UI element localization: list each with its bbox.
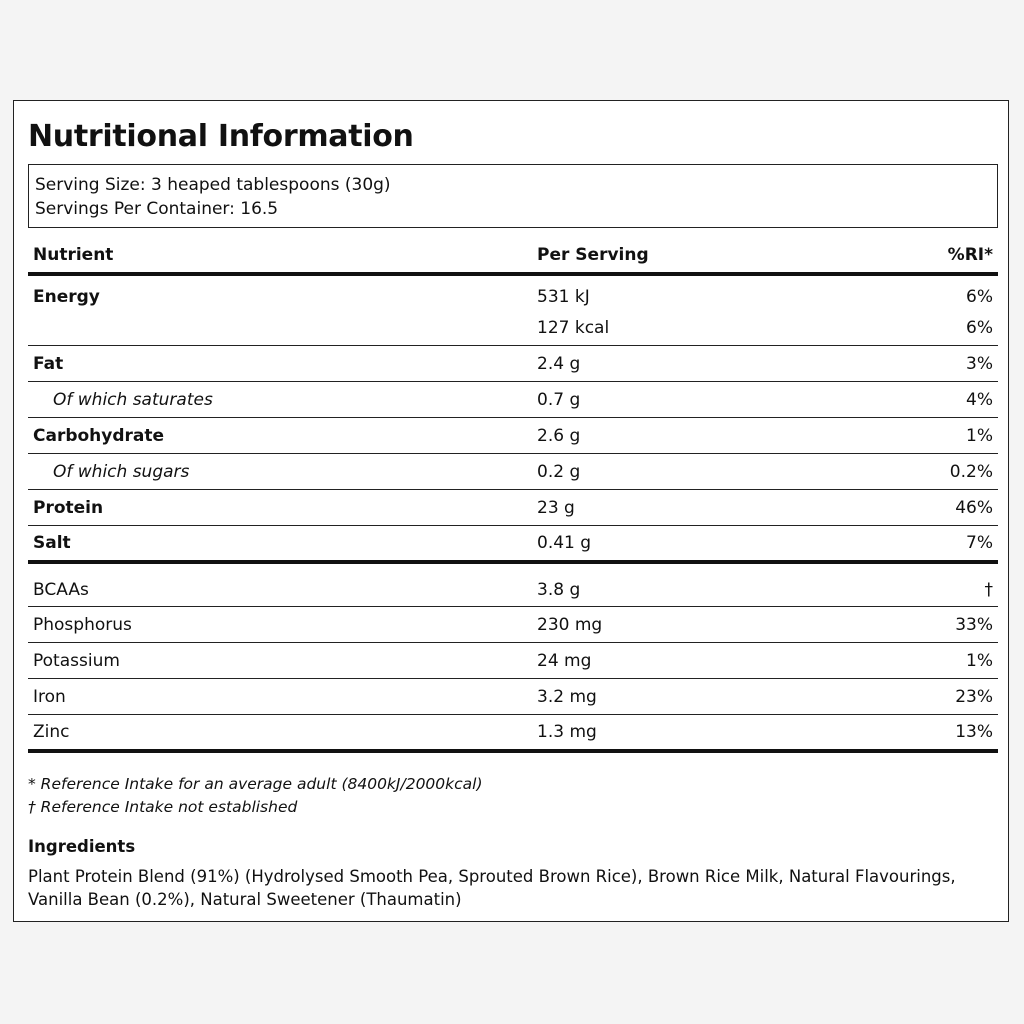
nutrient-name: Salt (33, 533, 71, 553)
ri-value: 46% (955, 497, 993, 518)
servings-per-container: Servings Per Container: 16.5 (35, 199, 279, 219)
header-per-serving: Per Serving (537, 244, 649, 265)
ri-value: 1% (966, 650, 993, 671)
per-serving-value: 3.8 g (537, 580, 581, 600)
table-row-phosphorus (28, 607, 998, 643)
serving-size: Serving Size: 3 heaped tablespoons (30g) (35, 175, 391, 195)
per-serving-value: 23 g (537, 497, 575, 518)
table-row-salt (28, 526, 998, 564)
nutrition-panel (13, 100, 1009, 922)
per-serving-value: 2.4 g (537, 353, 581, 374)
ri-value: 6% (966, 318, 993, 338)
ri-value: 33% (955, 614, 993, 635)
table-row-saturates (28, 382, 998, 418)
table-row-sugars (28, 454, 998, 490)
table-row-iron (28, 679, 998, 715)
table-row-zinc (28, 715, 998, 753)
table-row-protein (28, 490, 998, 526)
ingredients-heading: Ingredients (28, 837, 136, 856)
nutrient-name: Iron (33, 686, 66, 707)
per-serving-value: 531 kJ (537, 287, 590, 307)
nutrient-name: Phosphorus (33, 614, 132, 635)
ri-value: 23% (955, 686, 993, 707)
per-serving-value: 127 kcal (537, 318, 610, 338)
per-serving-value: 1.3 mg (537, 722, 597, 742)
ri-value: 4% (966, 389, 993, 410)
ri-value: 3% (966, 353, 993, 374)
per-serving-value: 0.2 g (537, 461, 581, 482)
ri-value: † (984, 580, 993, 600)
ri-value: 0.2% (949, 461, 993, 482)
table-header-row (28, 237, 998, 276)
table-row-carbohydrate (28, 418, 998, 454)
per-serving-value: 230 mg (537, 614, 603, 635)
per-serving-value: 2.6 g (537, 425, 581, 446)
ingredients-list: Plant Protein Blend (91%) (Hydrolysed Smooth Pea, Sprouted Brown Rice), Brown Rice Milk, Natural Flavourings, Vanilla Bean (0.2%), Natural Sweetener (Thaumatin) (28, 867, 956, 909)
nutrient-name: Carbohydrate (33, 425, 165, 446)
table-row-energy-kcal (28, 311, 998, 346)
nutrient-name: Potassium (33, 650, 120, 671)
footnotes (28, 773, 483, 819)
per-serving-value: 0.7 g (537, 389, 581, 410)
nutrient-name: Of which sugars (53, 461, 190, 482)
nutrient-name: Of which saturates (53, 389, 213, 410)
header-nutrient: Nutrient (33, 244, 114, 265)
per-serving-value: 24 mg (537, 650, 592, 671)
nutrient-name: Fat (33, 353, 64, 374)
per-serving-value: 3.2 mg (537, 686, 597, 707)
header-ri: %RI* (947, 244, 993, 265)
per-serving-value: 0.41 g (537, 533, 592, 553)
ri-value: 13% (955, 722, 993, 742)
ri-value: 6% (966, 287, 993, 307)
ri-value: 7% (966, 533, 993, 553)
page-title: Nutritional Information (28, 119, 414, 154)
nutrient-name: Zinc (33, 722, 70, 742)
dagger-footnote: † Reference Intake not established (28, 798, 298, 816)
serving-info-box (28, 164, 998, 228)
ri-footnote: * Reference Intake for an average adult (8400kJ/2000kcal) (28, 775, 483, 793)
table-row-energy-kj (28, 276, 998, 311)
nutrient-name: BCAAs (33, 580, 89, 600)
ri-value: 1% (966, 425, 993, 446)
table-row-bcaas (28, 564, 998, 607)
nutrient-name: Energy (33, 287, 100, 307)
table-row-fat (28, 346, 998, 382)
nutrient-name: Protein (33, 497, 104, 518)
table-row-potassium (28, 643, 998, 679)
nutrition-table (28, 237, 998, 753)
